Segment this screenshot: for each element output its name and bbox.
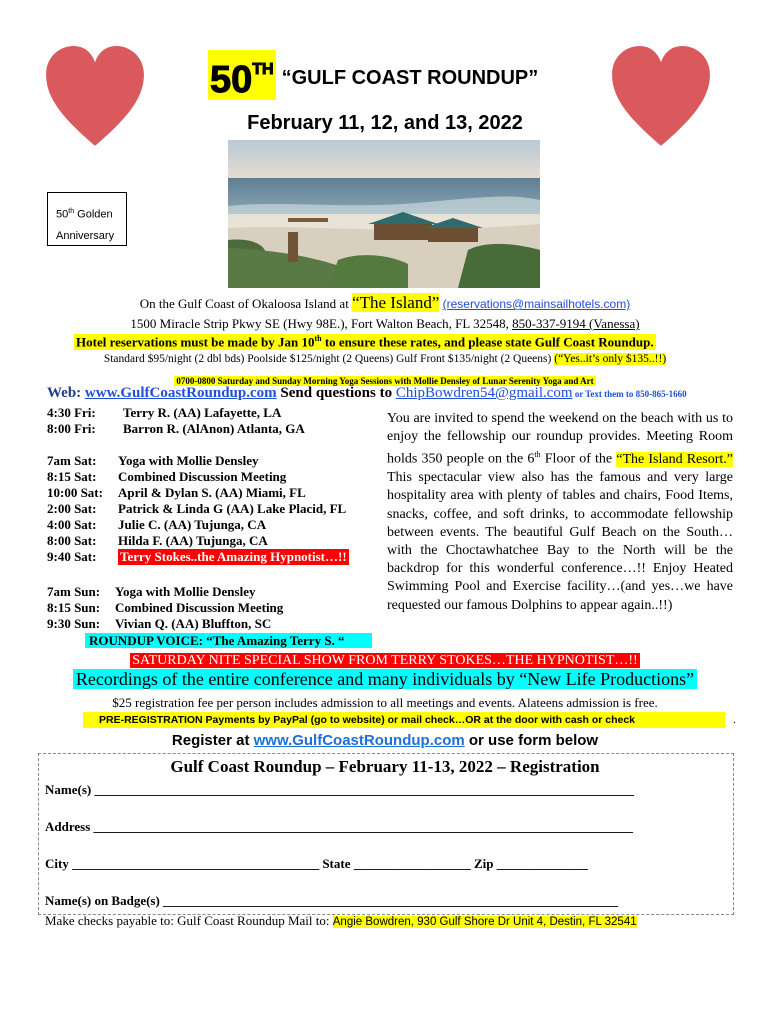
mailing-address-highlight: Angie Bowdren, 930 Gulf Shore Dr Unit 4, Destin, FL 32541 <box>332 916 637 928</box>
venue-line1: On the Gulf Coast of Okaloosa Island at “The Island” (reservations@mainsailhotels.com) <box>139 293 631 312</box>
schedule-row: 8:15 Sun: Combined Discussion Meeting <box>47 600 284 615</box>
badge-names-field[interactable]: Name(s) on Badge(s) ______________________________________________________________________ <box>45 893 619 908</box>
description-paragraph: You are invited to spend the weekend on the beach with us to enjoy the fellowship our roundup provides. Meeting Room holds 350 people on the 6th Floor of the “The Island Resort.” This spectacular view also has the famous and very large hospitality area with plenty of tables and chairs, Food Items, snacks, coffee, and soft drinks, to accommodate fellowship between events. The beautiful Gulf Beach on the South…with the Choctawhatchee Bay to the North will be the backdrop for this wonderful conference…!! Enjoy Heated Swimming Pool and Exercise facility…(and yes…we have requested our famous Dolphins to appear again..!!) <box>387 411 733 613</box>
big-50: 50TH <box>208 50 276 100</box>
schedule-row: 4:30 Fri: Terry R. (AA) Lafayette, LA <box>47 405 282 420</box>
schedule-row: 7am Sun: Yoga with Mollie Densley <box>47 584 256 599</box>
recordings-banner: Recordings of the entire conference and many individuals by “New Life Productions” <box>0 669 770 690</box>
room-rates: Standard $95/night (2 dbl bds) Poolside $125/night (2 Queens) Gulf Front $135/night (2 Queens) (“Yes..it’s only $135..!!) <box>103 353 667 365</box>
yoga-banner: 0700-0800 Saturday and Sunday Morning Yoga Sessions with Mollie Densley of Lunar Serenity Yoga and Art <box>176 376 594 386</box>
city-state-zip-field[interactable]: City ______________________________________ State __________________ Zip ______________ <box>45 856 588 871</box>
anniversary-line1: 50th Golden <box>56 208 113 221</box>
schedule-row: 8:15 Sat: Combined Discussion Meeting <box>47 469 287 484</box>
anniversary-box <box>47 192 127 246</box>
schedule-row: 7am Sat: Yoga with Mollie Densley <box>47 453 259 468</box>
schedule-row: 4:00 Sat: Julie C. (AA) Tujunga, CA <box>47 517 267 532</box>
schedule-row: 8:00 Fri: Barron R. (AlAnon) Atlanta, GA <box>47 421 305 436</box>
registration-fee: $25 registration fee per person includes admission to all meetings and events. Alateens admission is free. <box>112 695 658 710</box>
register-line: Register at www.GulfCoastRoundup.com or use form below <box>171 732 599 749</box>
rates-highlight: (“Yes..it’s only $135..!!) <box>554 353 667 365</box>
venue-name-highlight: “The Island” <box>352 293 440 312</box>
schedule-saturday <box>47 453 377 565</box>
names-field[interactable]: Name(s) ___________________________________________________________________________________ <box>45 782 634 797</box>
special-show-banner: SATURDAY NITE SPECIAL SHOW FROM TERRY STOKES…THE HYPNOTIST…!! <box>132 653 638 668</box>
questions-email-link[interactable]: ChipBowdren54@gmail.com <box>395 385 573 401</box>
address-field[interactable]: Address ___________________________________________________________________________________ <box>45 819 634 834</box>
reservations-email-link[interactable]: (reservations@mainsailhotels.com) <box>442 297 631 311</box>
schedule-friday <box>47 405 367 437</box>
schedule-row: 2:00 Sat: Patrick & Linda G (AA) Lake Placid, FL <box>47 501 347 516</box>
form-title: Gulf Coast Roundup – February 11-13, 2022 – Registration <box>170 757 600 776</box>
roundup-voice: ROUNDUP VOICE: “The Amazing Terry S. “ <box>85 633 372 648</box>
reservation-deadline: Hotel reservations must be made by Jan 10th to ensure these rates, and please state Gulf Coast Roundup. <box>76 334 654 350</box>
anniversary-line2: Anniversary <box>56 229 115 242</box>
header-title <box>208 50 538 100</box>
event-dates: February 11, 12, and 13, 2022 <box>247 112 523 134</box>
island-resort-highlight: “The Island Resort.” <box>616 452 733 468</box>
hotel-phone[interactable]: 850-337-9194 (Vanessa) <box>512 316 640 331</box>
schedule-row: 9:40 Sat: Terry Stokes..the Amazing Hypnotist…!! <box>47 549 347 564</box>
schedule-row: 8:00 Sat: Hilda F. (AA) Tujunga, CA <box>47 533 268 548</box>
preregistration-banner: PRE-REGISTRATION Payments by PayPal (go to website) or mail check…OR at the door with cash or check <box>83 712 725 728</box>
schedule-row: 9:30 Sun: Vivian Q. (AA) Bluffton, SC <box>47 616 272 631</box>
register-website-link[interactable]: www.GulfCoastRoundup.com <box>253 732 465 749</box>
schedule-row: 10:00 Sat: April & Dylan S. (AA) Miami, FL <box>47 485 306 500</box>
web-line: Web: www.GulfCoastRoundup.com Send questions to ChipBowdren54@gmail.com or Text them to 850-865-1660 <box>47 385 687 401</box>
payment-instructions: Make checks payable to: Gulf Coast Roundup Mail to: Angie Bowdren, 930 Gulf Shore Dr Unit 4, Destin, FL 32541 <box>45 913 637 928</box>
hypnotist-highlight: Terry Stokes..the Amazing Hypnotist…!! <box>120 549 347 564</box>
schedule-sunday <box>47 584 377 632</box>
preregistration-end: . <box>733 714 737 726</box>
roundup-title: “GULF COAST ROUNDUP” <box>281 67 539 89</box>
venue-line2: 1500 Miracle Strip Pkwy SE (Hwy 98E.), Fort Walton Beach, FL 32548, 850-337-9194 (Vanessa) <box>130 316 640 331</box>
website-link[interactable]: www.GulfCoastRoundup.com <box>84 385 277 401</box>
beach-photo <box>228 140 540 288</box>
